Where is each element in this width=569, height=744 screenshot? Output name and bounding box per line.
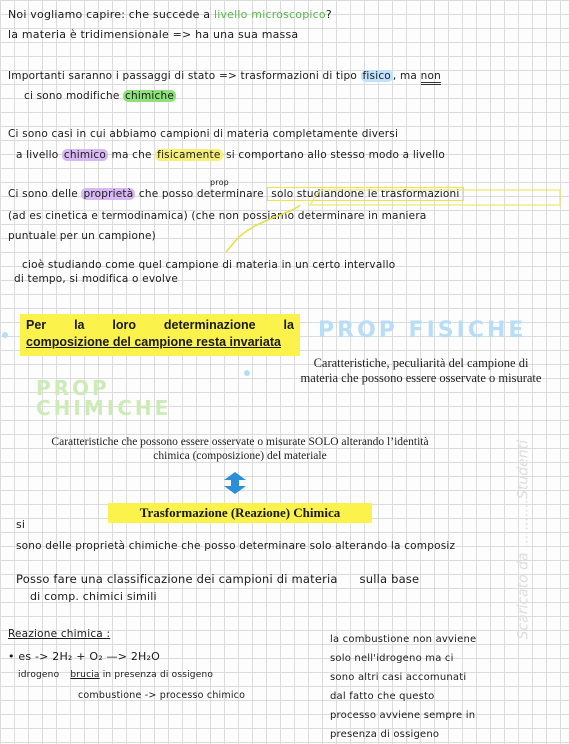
note-line: • es -> 2H₂ + O₂ —> 2H₂O bbox=[8, 650, 160, 663]
note-line: puntuale per un campione) bbox=[8, 230, 156, 242]
highlight-yellow: fisicamente bbox=[157, 149, 221, 161]
note-line: la materia è tridimensionale => ha una sua massa bbox=[8, 28, 299, 41]
note-text-green: livello microscopico bbox=[213, 8, 326, 21]
note-heading: Reazione chimica : bbox=[8, 628, 111, 640]
note-text-underlined: non bbox=[421, 70, 441, 85]
ghost-line: CHIMICHE bbox=[36, 396, 172, 420]
note-text: che posso determinare bbox=[138, 188, 264, 200]
note-text: in presenza di ossigeno bbox=[102, 670, 214, 680]
bullet-dot bbox=[244, 370, 250, 376]
boxed-text: solo studiandone le trasformazioni bbox=[267, 187, 463, 201]
note-line bbox=[16, 572, 419, 586]
description-line: Caratteristiche che possono essere osservate o misurate SOLO alterando l’identità bbox=[51, 436, 429, 448]
ghost-line: PROP bbox=[36, 376, 110, 400]
double-arrow-icon bbox=[222, 472, 248, 494]
side-note-line: processo avviene sempre in bbox=[330, 710, 476, 721]
note-line bbox=[18, 670, 213, 680]
note-text: ma che bbox=[111, 149, 152, 161]
ghost-heading-fisiche: PROP FISICHE bbox=[318, 318, 527, 343]
highlight-purple: proprietà bbox=[83, 188, 134, 200]
description-line: Caratteristiche, peculiarità del campione di bbox=[313, 356, 529, 370]
definition-row bbox=[26, 317, 294, 334]
note-text: ci sono modifiche bbox=[24, 90, 120, 102]
note-text: Ci sono delle bbox=[8, 188, 78, 200]
highlight-purple: chimico bbox=[63, 149, 106, 161]
definition-box bbox=[20, 314, 300, 356]
note-line: (ad es cinetica e termodinamica) (che non possiamo determinare in maniera bbox=[8, 210, 427, 222]
chimiche-description bbox=[10, 435, 470, 463]
note-text: ? bbox=[325, 8, 332, 21]
side-note-line: la combustione non avviene bbox=[330, 634, 477, 645]
note-line: di tempo, si modifica o evolve bbox=[14, 273, 179, 285]
transformation-box: Trasformazione (Reazione) Chimica bbox=[108, 503, 372, 523]
watermark: Scaricato da ...........Studenti bbox=[515, 440, 531, 640]
note-line: sono delle proprietà chimiche che posso determinare solo alterando la composiz bbox=[16, 540, 456, 552]
side-note-line: presenza di ossigeno bbox=[330, 729, 440, 740]
bullet-dot bbox=[2, 332, 8, 338]
side-note-line: dal fatto che questo bbox=[330, 691, 435, 702]
connector-arrow bbox=[0, 0, 569, 300]
definition-word: Per bbox=[26, 318, 47, 332]
definition-word: determinazione bbox=[163, 318, 256, 332]
side-note-line: solo nell'idrogeno ma ci bbox=[330, 653, 454, 664]
note-line: Ci sono casi in cui abbiamo campioni di materia completamente diversi bbox=[8, 128, 399, 140]
side-note-line: sono altri casi accomunati bbox=[330, 672, 467, 683]
ghost-heading-chimiche bbox=[36, 378, 171, 418]
highlight-blue: fisico bbox=[362, 70, 391, 82]
note-text: brucia bbox=[70, 670, 100, 680]
note-line: cioè studiando come quel campione di materia in un certo intervallo bbox=[22, 259, 396, 271]
note-text: , ma bbox=[392, 70, 418, 82]
definition-word: la bbox=[74, 318, 85, 332]
definition-word: loro bbox=[112, 318, 137, 332]
description-line: materia che possono essere osservate o misurate bbox=[300, 371, 542, 385]
note-text: Importanti saranno i passaggi di stato => trasformazioni di tipo bbox=[8, 70, 357, 82]
note-annotation: prop bbox=[210, 178, 229, 187]
note-line: di comp. chimici simili bbox=[30, 590, 157, 603]
highlight-green: chimiche bbox=[125, 90, 175, 102]
definition-word: la bbox=[283, 318, 294, 332]
note-text: Noi vogliamo capire: che succede a bbox=[8, 8, 211, 21]
note-line: combustione -> processo chimico bbox=[78, 690, 246, 701]
note-text: a livello bbox=[16, 149, 59, 161]
description-line: chimica (composizione) del materiale bbox=[153, 450, 327, 462]
note-text: sulla base bbox=[359, 572, 420, 586]
fisiche-description bbox=[276, 356, 566, 386]
note-text: Posso fare una classificazione dei campioni di materia bbox=[16, 572, 338, 586]
note-line: si bbox=[16, 518, 26, 531]
definition-line: composizione del campione resta invariata bbox=[26, 335, 281, 349]
note-text: idrogeno bbox=[18, 670, 60, 680]
side-note bbox=[330, 630, 476, 744]
note-text: si comportano allo stesso modo a livello bbox=[226, 149, 445, 161]
